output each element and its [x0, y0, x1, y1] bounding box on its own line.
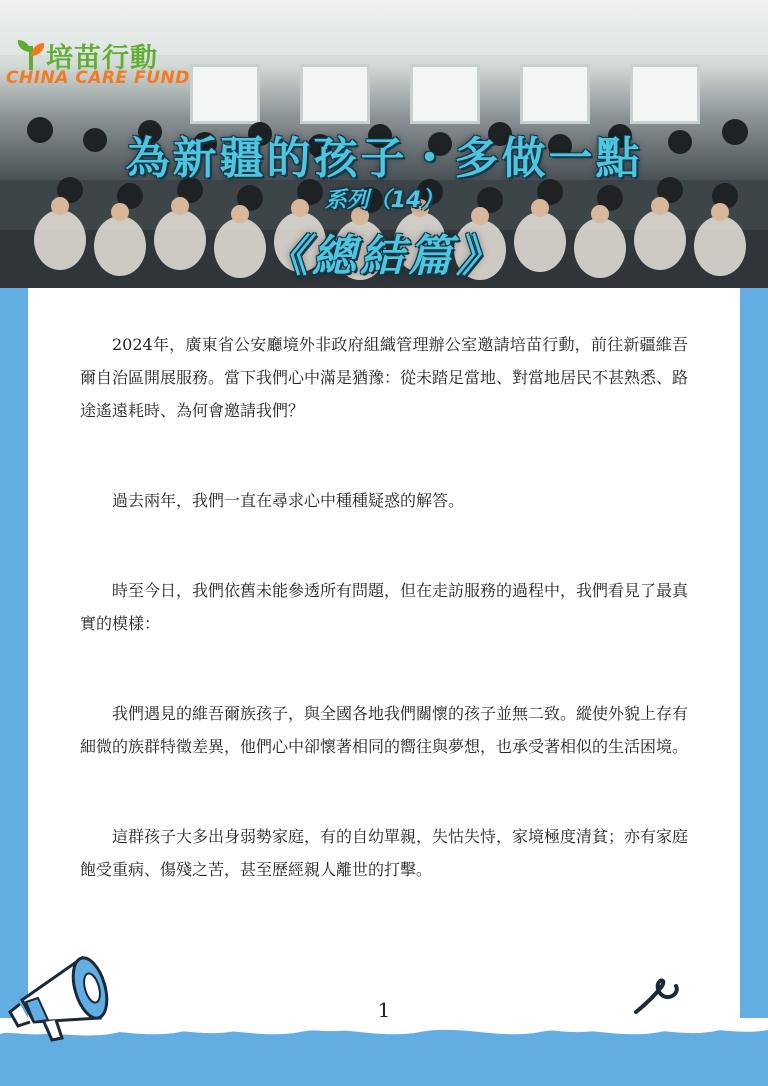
logo-english-text: CHINA CARE FUND	[6, 68, 190, 88]
header-banner-photo	[0, 0, 768, 288]
article-body	[80, 328, 688, 886]
page-subtitle: 《總結篇》	[264, 231, 504, 282]
paragraph: 時至今日，我們依舊未能參透所有問題，但在走訪服務的過程中，我們看見了最真實的模樣：	[80, 581, 689, 633]
page-number: 1	[377, 998, 391, 1022]
leaf-logo-icon	[14, 38, 48, 72]
series-label: 系列（14）	[324, 188, 444, 213]
content-sheet	[28, 288, 740, 1038]
logo-chinese-text: 培苗行動	[46, 43, 158, 74]
paragraph: 2024年，廣東省公安廳境外非政府組織管理辦公室邀請培苗行動，前往新疆維吾爾自治區開展服務。當下我們心中滿是猶豫：從未踏足當地、對當地居民不甚熟悉、路途遙遠耗時、為何會邀請我們？	[80, 335, 689, 420]
paragraph: 過去兩年，我們一直在尋求心中種種疑惑的解答。	[112, 491, 465, 510]
china-care-fund-logo	[6, 36, 190, 94]
megaphone-icon	[4, 930, 124, 1050]
swirl-icon	[632, 978, 682, 1018]
page-title: 為新疆的孩子・多做一點	[125, 133, 643, 184]
paragraph: 這群孩子大多出身弱勢家庭，有的自幼單親，失怙失恃，家境極度清貧；亦有家庭飽受重病、傷殘之苦，甚至歷經親人離世的打擊。	[80, 827, 689, 879]
paragraph: 我們遇見的維吾爾族孩子，與全國各地我們關懷的孩子並無二致。縱使外貌上存有細微的族群特徵差異，他們心中卻懷著相同的嚮往與夢想，也承受著相似的生活困境。	[80, 704, 689, 756]
